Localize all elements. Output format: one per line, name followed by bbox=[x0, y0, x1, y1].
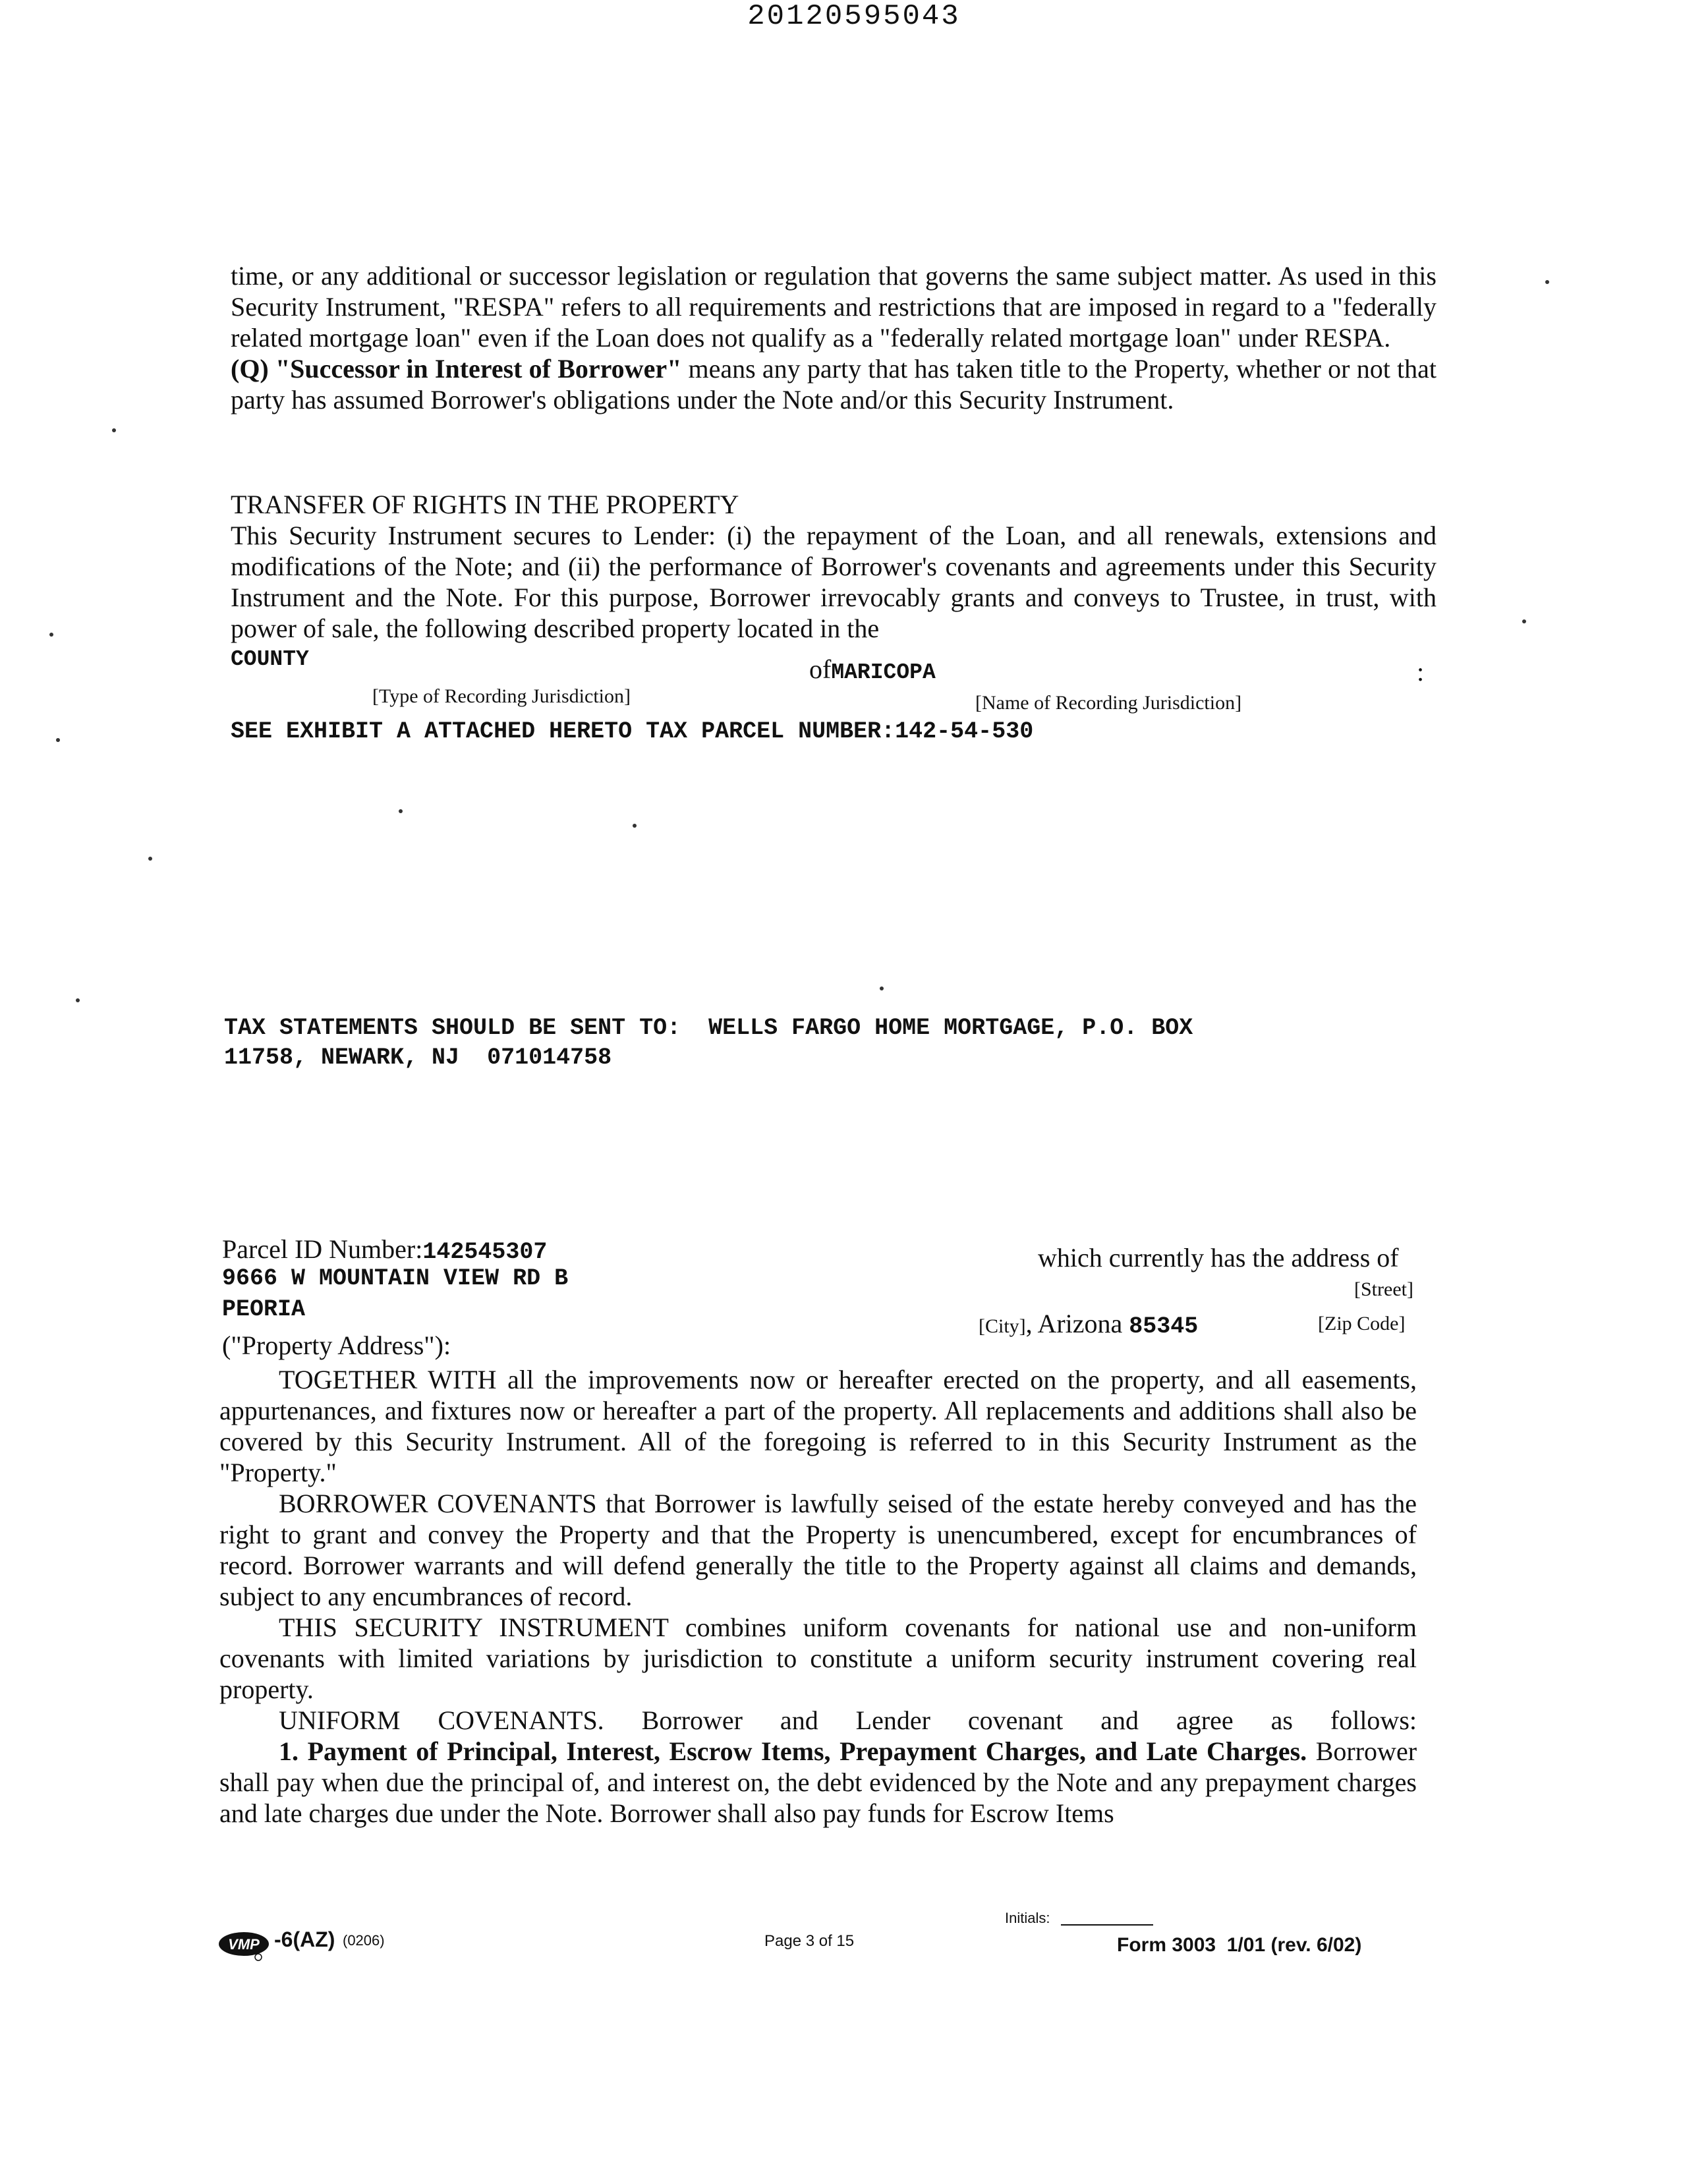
scan-speck bbox=[148, 857, 152, 861]
respa-section bbox=[231, 260, 1437, 415]
form-date: (0206) bbox=[343, 1932, 385, 1949]
property-address-label: ("Property Address"): bbox=[222, 1330, 451, 1360]
scan-speck bbox=[112, 428, 116, 432]
jurisdiction-name: MARICOPA bbox=[831, 660, 936, 685]
city-state-zip-line bbox=[979, 1308, 1198, 1340]
initials-label: Initials: bbox=[1005, 1910, 1050, 1926]
parcel-id-line bbox=[222, 1234, 547, 1265]
zip-caption: [Zip Code] bbox=[1318, 1313, 1406, 1334]
address-intro: which currently has the address of bbox=[1038, 1243, 1399, 1272]
city-caption: [City] bbox=[979, 1315, 1026, 1337]
transfer-heading: TRANSFER OF RIGHTS IN THE PROPERTY bbox=[231, 490, 739, 519]
jurisdiction-type: COUNTY bbox=[231, 647, 309, 672]
security-instrument-paragraph: THIS SECURITY INSTRUMENT combines uniform covenants for national use and non-uniform covenants with limited variations by jurisdiction to constitute a uniform security instrument covering real property. bbox=[219, 1613, 1417, 1704]
borrower-covenants-paragraph: BORROWER COVENANTS that Borrower is lawfully seised of the estate hereby conveyed and has the right to grant and convey the Property and that the Property is unencumbered, except for encumbrances of record. Borrower warrants and will defend generally the title to the Property against all claims and demands, subject to any encumbrances of record. bbox=[219, 1489, 1417, 1611]
page-number: Page 3 of 15 bbox=[764, 1932, 855, 1950]
scan-speck bbox=[399, 809, 403, 813]
item-1-text: Borrower shall pay when due the principal of, and interest on, the debt evidenced by the Note and any prepayment charges and late charges due under the Note. Borrower shall also pay funds for Escrow Items bbox=[219, 1736, 1417, 1828]
parcel-id-label: Parcel ID Number: bbox=[222, 1234, 423, 1264]
jurisdiction-colon: : bbox=[1417, 657, 1425, 687]
vmp-logo-icon bbox=[217, 1931, 274, 1961]
tax-statements-line2: 11758, NEWARK, NJ 071014758 bbox=[224, 1044, 612, 1071]
item-1-title: 1. Payment of Principal, Interest, Escrow Items, Prepayment Charges, and Late Charges. bbox=[279, 1736, 1307, 1766]
parcel-id-value: 142545307 bbox=[422, 1239, 548, 1265]
street-caption: [Street] bbox=[1354, 1278, 1413, 1300]
form-number: Form 3003 1/01 (rev. 6/02) bbox=[1117, 1934, 1362, 1956]
state-text: , Arizona bbox=[1025, 1309, 1123, 1338]
successor-definition: means any party that has taken title to the Property, whether or not that party has assumed Borrower's obligations under the Note and/or this Security Instrument. bbox=[231, 354, 1437, 414]
scan-speck bbox=[76, 998, 80, 1002]
tax-statements-line1: TAX STATEMENTS SHOULD BE SENT TO: WELLS FARGO HOME MORTGAGE, P.O. BOX bbox=[224, 1015, 1193, 1041]
document-number: 20120595043 bbox=[747, 0, 961, 33]
scan-speck bbox=[880, 986, 884, 990]
vmp-logo-text: VMP bbox=[228, 1936, 260, 1953]
name-of-jurisdiction-caption: [Name of Recording Jurisdiction] bbox=[975, 692, 1242, 714]
successor-term: (Q) "Successor in Interest of Borrower" bbox=[231, 354, 682, 384]
jurisdiction-name-line bbox=[809, 654, 936, 685]
form-code: -6(AZ) bbox=[274, 1928, 335, 1951]
type-of-jurisdiction-caption: [Type of Recording Jurisdiction] bbox=[372, 685, 631, 707]
zip-value: 85345 bbox=[1129, 1313, 1199, 1340]
covenants-body bbox=[219, 1364, 1417, 1829]
scan-speck bbox=[1545, 280, 1549, 284]
together-with-paragraph: TOGETHER WITH all the improvements now or hereafter erected on the property, and all easements, appurtenances, and fixtures now or hereafter a part of the property. All replacements and additions shall also be covered by this Security Instrument. All of the foregoing is referred to in this Security Instrument as the "Property." bbox=[219, 1365, 1417, 1487]
uniform-covenants-paragraph: UNIFORM COVENANTS. Borrower and Lender covenant and agree as follows: bbox=[279, 1705, 1417, 1735]
vmp-logo bbox=[217, 1931, 274, 1961]
item-1-paragraph bbox=[219, 1736, 1417, 1829]
scan-speck bbox=[49, 633, 53, 637]
transfer-paragraph: This Security Instrument secures to Lender: (i) the repayment of the Loan, and all renewals, extensions and modifications of the Note; and (ii) the performance of Borrower's covenants and agreements under this Security Instrument and the Note. For this purpose, Borrower irrevocably grants and conveys to Trustee, in trust, with power of sale, the following described property located in the bbox=[231, 521, 1437, 643]
city-value: PEORIA bbox=[222, 1296, 306, 1323]
scan-speck bbox=[56, 738, 60, 742]
exhibit-line: SEE EXHIBIT A ATTACHED HERETO TAX PARCEL NUMBER:142-54-530 bbox=[231, 718, 1034, 745]
respa-paragraph: time, or any additional or successor legislation or regulation that governs the same subject matter. As used in this Security Instrument, "RESPA" refers to all requirements and restrictions that are imposed in regard to a "federally related mortgage loan" even if the Loan does not qualify as a "federally related mortgage loan" under RESPA. bbox=[231, 261, 1437, 353]
transfer-section bbox=[231, 489, 1437, 644]
of-label: of bbox=[809, 654, 832, 684]
successor-paragraph bbox=[231, 353, 1437, 415]
scan-speck bbox=[1522, 619, 1526, 623]
street-value: 9666 W MOUNTAIN VIEW RD B bbox=[222, 1265, 569, 1292]
scan-speck bbox=[633, 824, 637, 828]
initials-line bbox=[1061, 1924, 1153, 1926]
